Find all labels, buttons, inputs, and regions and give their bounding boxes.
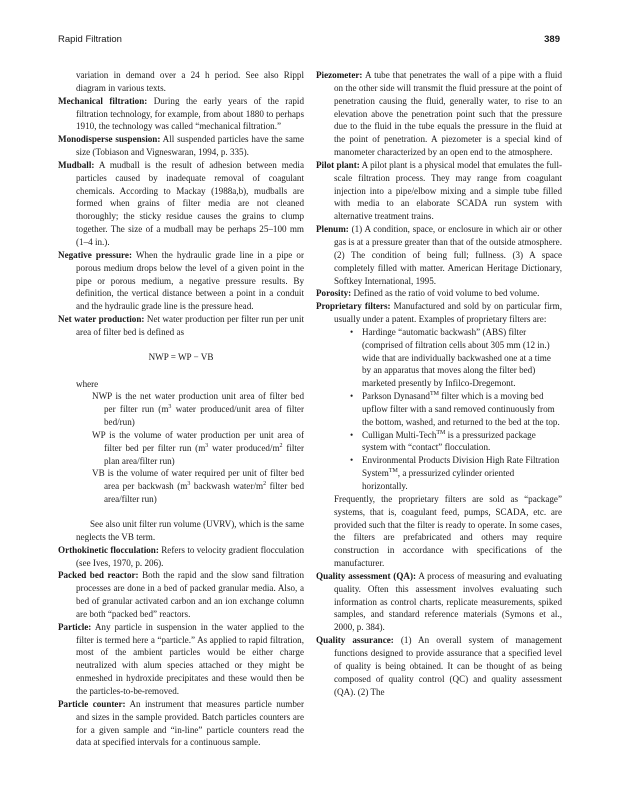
def-text: VB is the volume of water required per unit of filter bed area per backwash (m — [92, 468, 304, 492]
superscript: 3 — [187, 481, 191, 488]
entry-negative-pressure — [58, 249, 304, 313]
list-item — [350, 429, 562, 455]
entry-term: Orthokinetic flocculation: — [58, 544, 159, 555]
def-text: backwash water/m — [190, 481, 264, 492]
see-also-note: See also unit filter run volume (UVRV), which is the same neglects the VB term. — [76, 519, 304, 542]
entry-text: An instrument that measures particle number and sizes in the sample provided. Batch particles counters are for a given sample and “in-line” particle counters read the data at specified intervals for a continuous sample. — [76, 698, 304, 748]
entry-text: A process of measuring and evaluating quality. Often this assessment involves evaluating such information as control charts, replicate measurements, spiked samples, and standard reference materials (Symons et al., 2000, p. 384). — [334, 570, 562, 633]
entry-text: When the hydraulic grade line in a pipe or porous medium drops below the level of a given point in the pipe or porous medium, a negative pressure results. By definition, the vertical distance between a point in a conduit and the hydraulic grade line is the pressure head. — [76, 249, 304, 312]
entry-text: During the early years of the rapid filtration technology, for example, from about 1880 to perhaps 1910, the technology was called “mechanical filtration.” — [76, 95, 304, 132]
running-title: Rapid Filtration — [58, 34, 122, 45]
intro-continuation: variation in demand over a 24 h period. See also Rippl diagram in various texts. — [76, 70, 304, 93]
entry-piezometer — [316, 69, 562, 159]
entry-term: Monodisperse suspension: — [58, 134, 161, 145]
page-number: 389 — [544, 34, 560, 45]
trademark-mark: TM — [388, 468, 398, 475]
bullet-icon: • — [350, 455, 354, 466]
entry-term: Packed bed reactor: — [58, 570, 139, 581]
entry-term: Particle counter: — [58, 698, 126, 709]
list-item-text: Environmental Products Division High Rate Filtration System — [362, 455, 560, 479]
entry-term: Mudball: — [58, 159, 95, 170]
superscript: 2 — [279, 442, 283, 449]
running-header — [58, 34, 560, 48]
list-item-text: Parkson Dynasand — [362, 391, 430, 402]
entry-term: Proprietary filters: — [316, 301, 391, 312]
superscript: 3 — [205, 442, 209, 449]
entry-particle-counter — [58, 698, 304, 749]
list-item-text: Hardinge “automatic backwash” (ABS) filter (comprised of filtration cells about 305 mm (12 in.) wide that are individually backwashed one at a time by an apparatus that moves along the filter bed) marketed presently by Infilco-Dregemont. — [362, 326, 551, 389]
entry-quality-assessment — [316, 570, 562, 634]
entry-term: Pilot plant: — [316, 159, 360, 170]
entry-quality-assurance — [316, 634, 562, 698]
entry-mudball — [58, 159, 304, 249]
def-text: filter plan area/filter run) — [104, 442, 304, 466]
entry-text: (1) A condition, space, or enclosure in which air or other gas is at a pressure greater than that of the outside atmosphere. (2) The condition of being full; fullness. (3) A space completely filled with matter. American Heritage Dictionary, Softkey International, 1995. — [334, 224, 562, 286]
entry-text: (1) An overall system of management functions designed to provide assurance that a specified level of quality is being obtained. It can be thought of as being composed of quality control (QC) and quality assessment (QA). (2) The — [334, 635, 562, 697]
def-text: NWP is the net water production unit area of filter bed per filter run (m — [92, 391, 304, 415]
left-column — [58, 69, 304, 749]
entry-particle — [58, 621, 304, 698]
right-column — [316, 69, 562, 698]
entry-text: Refers to velocity gradient flocculation (see Ives, 1970, p. 206). — [76, 544, 304, 568]
list-item-text: filter which is a moving bed upflow filter with a sand removed continuously from the bottom, washed, and returned to the bed at the top. — [362, 391, 560, 427]
entry-term: Porosity: — [316, 288, 352, 299]
entry-plenum — [316, 223, 562, 287]
entry-packed-bed-reactor — [58, 569, 304, 620]
entry-orthokinetic-flocculation — [58, 544, 304, 570]
proprietary-filter-list — [316, 326, 562, 493]
where-label: where — [76, 378, 99, 389]
definition-wp — [58, 429, 304, 468]
entry-term: Mechanical filtration: — [58, 95, 148, 106]
entry-text: All suspended particles have the same size (Tobiason and Vigneswaran, 1994, p. 335). — [76, 134, 304, 158]
entry-text: A mudball is the result of adhesion between media particles caused by inadequate removal of coagulant chemicals. According to Mackay (1988a,b), mudballs are formed when grains of filter media are not cleaned thoroughly; the sticky residue causes the grains to clump together. The size of a mudball may be perhaps 25–100 mm (1–4 in.). — [76, 159, 304, 247]
definition-vb — [58, 467, 304, 506]
entry-term: Quality assessment (QA): — [316, 570, 417, 581]
entry-term: Negative pressure: — [58, 249, 132, 260]
proprietary-continuation: Frequently, the proprietary filters are sold as “package” systems, that is, coagulant feed, pumps, SCADA, etc. are provided such that the filter is ready to operate. In some cases, the filters are prefabricated and others may require construction in accordance with specifications of the manufacturer. — [334, 493, 562, 569]
entry-text: Both the rapid and the slow sand filtration processes are done in a bed of packed granular media. Also, a bed of granular activated carbon and an ion exchange column are both “packed bed” reactors. — [76, 570, 304, 619]
entry-net-water-production — [58, 313, 304, 339]
list-item — [350, 454, 562, 493]
entry-text: Manufactured and sold by on particular firm, usually under a patent. Examples of proprietary filters are: — [334, 301, 563, 325]
entry-term: Particle: — [58, 621, 92, 632]
superscript: 3 — [168, 404, 172, 411]
definition-nwp — [58, 390, 304, 429]
def-text: filter bed area/filter run) — [104, 481, 304, 505]
entry-text: A pilot plant is a physical model that emulates the full-scale filtration process. They may range from coagulant injection into a pipe/elbow mixing and a simple tube filled with media to an elaborate SCADA run system with alternative treatment trains. — [334, 159, 562, 222]
entry-term: Piezometer: — [316, 70, 363, 80]
entry-text: Any particle in suspension in the water applied to the filter is termed here a “particle.” As applied to rapid filtration, most of the ambient particles would be either charge neutralized with alum species attached or they might be enmeshed in hydroxide precipitates and these would then be the particles-to-be-removed. — [76, 621, 304, 696]
list-item-text: Culligan Multi-Tech — [362, 429, 437, 440]
list-item-text: , a pressurized cylinder oriented horizontally. — [362, 468, 515, 491]
entry-term: Quality assurance: — [316, 635, 394, 646]
def-text: WP is the volume of water production per unit area of filter bed per filter run (m — [92, 429, 304, 453]
superscript: 2 — [263, 481, 267, 488]
trademark-mark: TM — [429, 391, 439, 398]
def-text: water produced/m — [208, 442, 280, 453]
entry-term: Net water production: — [58, 314, 145, 325]
entry-text: Defined as the ratio of void volume to bed volume. — [353, 288, 540, 299]
entry-porosity — [316, 287, 562, 300]
entry-proprietary-filters — [316, 300, 562, 326]
entry-monodisperse-suspension — [58, 133, 304, 159]
bullet-icon: • — [350, 391, 354, 402]
bullet-icon: • — [350, 429, 354, 440]
list-item-text: is a pressurized package system with “contact” flocculation. — [362, 429, 536, 453]
entry-text: A tube that penetrates the wall of a pipe with a fluid on the other side will transmit the fluid pressure at the point of penetration causing the fluid, generally water, to rise to an elevation above the penetration point such that the pressure due to the fluid in the tube equals the pressure in the fluid at the point of penetration. A piezometer is a special kind of manometer characterized by an open end to the atmosphere. — [334, 70, 563, 158]
entry-term: Plenum: — [316, 224, 349, 235]
bullet-icon: • — [350, 326, 354, 337]
nwp-equation: NWP = WP − VB — [148, 351, 214, 362]
list-item — [350, 326, 562, 390]
trademark-mark: TM — [436, 429, 446, 436]
entry-mechanical-filtration — [58, 95, 304, 134]
list-item — [350, 390, 562, 429]
entry-text: Net water production per filter run per unit area of filter bed is defined as — [76, 314, 304, 337]
def-text: water produced/unit area of filter bed/run) — [104, 404, 304, 428]
entry-pilot-plant — [316, 159, 562, 223]
